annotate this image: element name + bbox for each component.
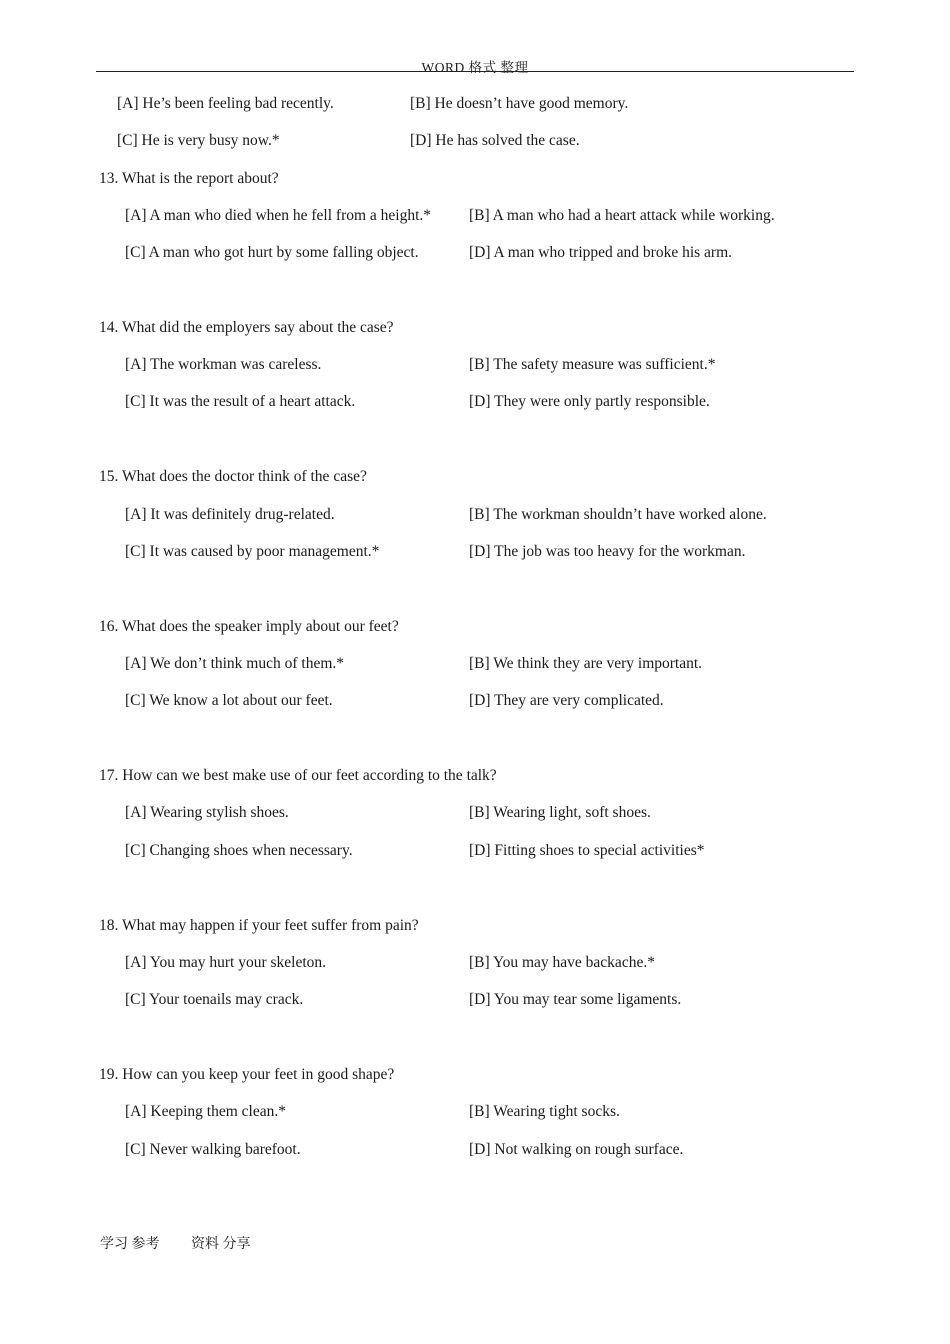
question-14-option-a: [A] The workman was careless. [125, 356, 322, 373]
question-16-option-a: [A] We don’t think much of them.* [125, 655, 345, 672]
option-d: [D] He has solved the case. [410, 132, 580, 149]
question-13-option-a: [A] A man who died when he fell from a height.* [125, 207, 432, 224]
question-13-option-c: [C] A man who got hurt by some falling object. [125, 244, 419, 261]
question-15-option-b: [B] The workman shouldn’t have worked alone. [469, 506, 767, 523]
question-16-option-b: [B] We think they are very important. [469, 655, 703, 672]
question-19-option-d: [D] Not walking on rough surface. [469, 1141, 684, 1158]
question-15: 15. What does the doctor think of the case? [99, 468, 367, 485]
option-a: [A] He’s been feeling bad recently. [117, 95, 334, 112]
question-19-option-b: [B] Wearing tight socks. [469, 1103, 620, 1120]
question-15-option-d: [D] The job was too heavy for the workman. [469, 543, 746, 560]
question-17: 17. How can we best make use of our feet according to the talk? [99, 767, 497, 784]
question-14-option-d: [D] They were only partly responsible. [469, 393, 710, 410]
question-17-option-a: [A] Wearing stylish shoes. [125, 804, 289, 821]
question-17-option-c: [C] Changing shoes when necessary. [125, 842, 353, 859]
question-19-option-c: [C] Never walking barefoot. [125, 1141, 301, 1158]
question-19-option-a: [A] Keeping them clean.* [125, 1103, 286, 1120]
option-b: [B] He doesn’t have good memory. [410, 95, 629, 112]
question-18-option-c: [C] Your toenails may crack. [125, 991, 304, 1008]
question-16-option-d: [D] They are very complicated. [469, 692, 664, 709]
question-18: 18. What may happen if your feet suffer from pain? [99, 917, 419, 934]
question-18-option-b: [B] You may have backache.* [469, 954, 655, 971]
question-18-option-a: [A] You may hurt your skeleton. [125, 954, 327, 971]
option-c: [C] He is very busy now.* [117, 132, 280, 149]
question-13: 13. What is the report about? [99, 170, 279, 187]
question-15-option-c: [C] It was caused by poor management.* [125, 543, 380, 560]
question-16-option-c: [C] We know a lot about our feet. [125, 692, 333, 709]
question-17-option-d: [D] Fitting shoes to special activities* [469, 842, 705, 859]
question-18-option-d: [D] You may tear some ligaments. [469, 991, 682, 1008]
header-divider [96, 71, 854, 72]
question-13-option-b: [B] A man who had a heart attack while working. [469, 207, 775, 224]
question-19: 19. How can you keep your feet in good shape? [99, 1066, 395, 1083]
question-14-option-c: [C] It was the result of a heart attack. [125, 393, 356, 410]
question-14-option-b: [B] The safety measure was sufficient.* [469, 356, 716, 373]
page-header: WORD 格式 整理 [421, 60, 529, 75]
footer-right-text: 资料 分享 [191, 1237, 251, 1252]
question-16: 16. What does the speaker imply about our feet? [99, 618, 399, 635]
question-15-option-a: [A] It was definitely drug-related. [125, 506, 335, 523]
question-13-option-d: [D] A man who tripped and broke his arm. [469, 244, 733, 261]
question-17-option-b: [B] Wearing light, soft shoes. [469, 804, 651, 821]
page-footer [100, 1233, 251, 1253]
footer-left-text: 学习 参考 [100, 1237, 160, 1252]
question-14: 14. What did the employers say about the case? [99, 319, 394, 336]
